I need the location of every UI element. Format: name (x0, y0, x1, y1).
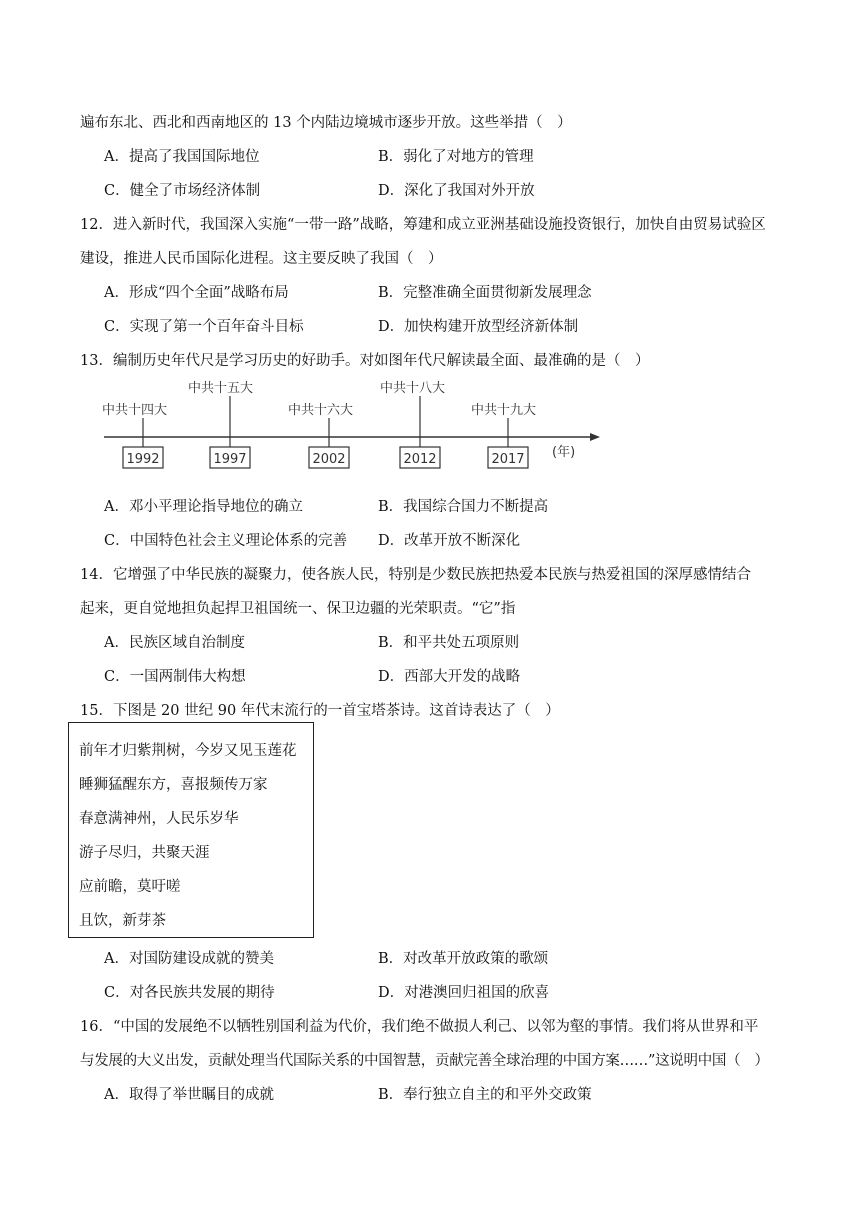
question-14-stem-line2: 起来，更自觉地担负起捍卫祖国统一、保卫边疆的光荣职责。“它”指 (80, 601, 516, 617)
timeline-unit: (年) (552, 445, 576, 460)
option-b: B．对改革开放政策的歌颂 (378, 951, 549, 967)
poem-line: 游子尽归，共聚天涯 (79, 845, 210, 861)
question-16-stem-line2: 与发展的大义出发，贡献处理当代国际关系的中国智慧，贡献完善全球治理的中国方案……”这说明中国（ ） (80, 1053, 769, 1069)
poem-line: 应前瞻，莫吁嗟 (79, 879, 181, 895)
option-d: D．改革开放不断深化 (378, 533, 521, 549)
question-12-stem-line2: 建设，推进人民币国际化进程。这主要反映了我国（ ） (80, 251, 443, 267)
event-label-2002: 中共十六大 (288, 403, 354, 418)
option-b: B．和平共处五项原则 (378, 635, 520, 651)
event-label-1997: 中共十五大 (188, 381, 254, 396)
option-a: A．邓小平理论指导地位的确立 (104, 499, 303, 515)
poem-line: 春意满神州，人民乐岁华 (79, 811, 239, 827)
option-a: A．取得了举世瞩目的成就 (104, 1087, 274, 1103)
option-d: D．加快构建开放型经济新体制 (378, 319, 579, 335)
year-label-1997: 1997 (213, 452, 247, 467)
question-16-stem-line1: 16．“中国的发展绝不以牺牲别国利益为代价，我们绝不做损人利己、以邻为壑的事情。我们将从世界和平 (80, 1019, 759, 1035)
poem-box (68, 722, 314, 938)
option-d: D．对港澳回归祖国的欣喜 (378, 985, 550, 1001)
poem-line: 前年才归紫荆树，今岁又见玉莲花 (79, 743, 297, 759)
option-b: B．弱化了对地方的管理 (378, 149, 534, 165)
event-label-1992: 中共十四大 (102, 403, 168, 418)
option-a: A．对国防建设成就的赞美 (104, 951, 274, 967)
timeline-figure (90, 378, 610, 478)
option-d: D．西部大开发的战略 (378, 669, 521, 685)
option-b: B．完整准确全面贯彻新发展理念 (378, 285, 592, 301)
year-label-1992: 1992 (126, 452, 160, 467)
option-c: C．健全了市场经济体制 (104, 183, 261, 199)
option-c: C．实现了第一个百年奋斗目标 (104, 319, 304, 335)
option-a: A．形成“四个全面”战略布局 (104, 285, 289, 301)
poem-line: 睡狮猛醒东方，喜报频传万家 (79, 777, 268, 793)
option-b: B．我国综合国力不断提高 (378, 499, 549, 515)
question-12-stem-line1: 12．进入新时代，我国深入实施“一带一路”战略，筹建和成立亚洲基础设施投资银行，加快自由贸易试验区 (80, 217, 766, 233)
event-label-2012: 中共十八大 (380, 381, 446, 396)
option-a: A．民族区域自治制度 (104, 635, 245, 651)
event-label-2017: 中共十九大 (471, 403, 537, 418)
question-13-stem: 13．编制历史年代尺是学习历史的好助手。对如图年代尺解读最全面、最准确的是（ ） (80, 353, 650, 369)
timeline-arrow (590, 433, 600, 441)
year-label-2012: 2012 (403, 452, 437, 467)
question-15-stem: 15．下图是 20 世纪 90 年代末流行的一首宝塔茶诗。这首诗表达了（ ） (80, 703, 560, 719)
option-c: C．中国特色社会主义理论体系的完善 (104, 533, 348, 549)
option-b: B．奉行独立自主的和平外交政策 (378, 1087, 592, 1103)
question-14-stem-line1: 14．它增强了中华民族的凝聚力，使各族人民，特别是少数民族把热爱本民族与热爱祖国的深厚感情结合 (80, 567, 751, 583)
question-11-stem-tail: 遍布东北、西北和西南地区的 13 个内陆边境城市逐步开放。这些举措（ ） (80, 115, 572, 131)
option-c: C．对各民族共发展的期待 (104, 985, 275, 1001)
option-d: D．深化了我国对外开放 (378, 183, 535, 199)
year-label-2002: 2002 (312, 452, 346, 467)
year-label-2017: 2017 (491, 452, 525, 467)
option-a: A．提高了我国国际地位 (104, 149, 260, 165)
poem-line: 且饮，新芽茶 (79, 913, 166, 929)
option-c: C．一国两制伟大构想 (104, 669, 246, 685)
